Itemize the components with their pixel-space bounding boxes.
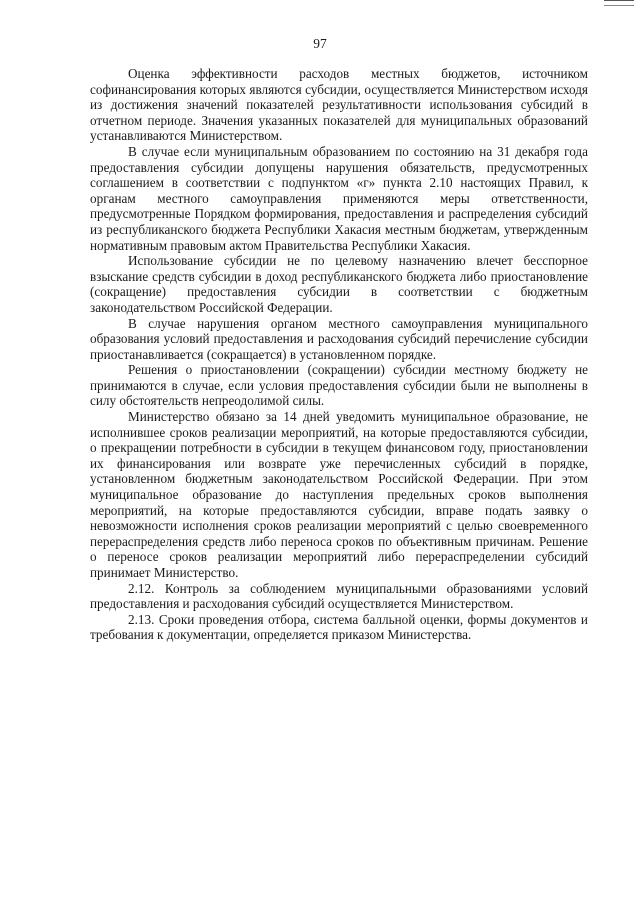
paragraph-misuse-of-subsidy: Использование субсидии не по целевому назначению влечет бесспорное взыскание средств субсидии в доход республиканского бюджета либо приостановление (сокращение) предоставления субсидии в соответствии с бюджетным законодательством Российской Федерации. — [90, 253, 588, 315]
paragraph-efficiency-assessment: Оценка эффективности расходов местных бюджетов, источником софинансирования которых являются субсидии, осуществляется Министерством исходя из достижения значений показателей результативности использования субсидий в отчетном периоде. Значения указанных показателей для муниципальных образований устанавливаются Министерством. — [90, 66, 588, 144]
paragraph-suspension-of-transfer: В случае нарушения органом местного самоуправления муниципального образования условий предоставления и расходования субсидий перечисление субсидии приостанавливается (сокращается) в установленном порядке. — [90, 315, 588, 362]
corner-mark — [604, 0, 634, 6]
document-body — [90, 66, 588, 643]
paragraph-obligation-violations: В случае если муниципальным образованием по состоянию на 31 декабря года предоставления субсидии допущены нарушения обязательств, предусмотренных соглашением в соответствии с подпунктом «г» пункта 2.10 настоящих Правил, к органам местного самоуправления применяются меры ответственности, предусмотренные Порядком формирования, предоставления и распределения субсидий из республиканского бюджета Республики Хакасия местным бюджетам, утвержденным нормативным правовым актом Правительства Республики Хакасия. — [90, 143, 588, 253]
page-number: 97 — [313, 36, 327, 51]
paragraph-2-12-control: 2.12. Контроль за соблюдением муниципальными образованиями условий предоставления и расходования субсидий осуществляется Министерством. — [90, 580, 588, 612]
paragraph-ministry-notification: Министерство обязано за 14 дней уведомить муниципальное образование, не исполнившее сроков реализации мероприятий, на которые предоставляются субсидии, о прекращении потребности в субсидии в текущем финансовом году, приостановлении их финансирования или возврате уже перечисленных субсидий в порядке, установленном бюджетным законодательством Российской Федерации. При этом муниципальное образование до наступления предельных сроков выполнения мероприятий, на которые предоставляются субсидии, вправе подать заявку о невозможности исполнения сроков реализации мероприятий с целью своевременного перераспределения средств либо переноса сроков по объективным причинам. Решение о переносе сроков реализации мероприятий либо перераспределении субсидий принимает Министерство. — [90, 409, 588, 580]
paragraph-force-majeure: Решения о приостановлении (сокращении) субсидии местному бюджету не принимаются в случае, если условия предоставления субсидии были не выполнены в силу обстоятельств непреодолимой силы. — [90, 362, 588, 409]
paragraph-2-13-selection-terms: 2.13. Сроки проведения отбора, система балльной оценки, формы документов и требования к документации, определяется приказом Министерства. — [90, 611, 588, 643]
